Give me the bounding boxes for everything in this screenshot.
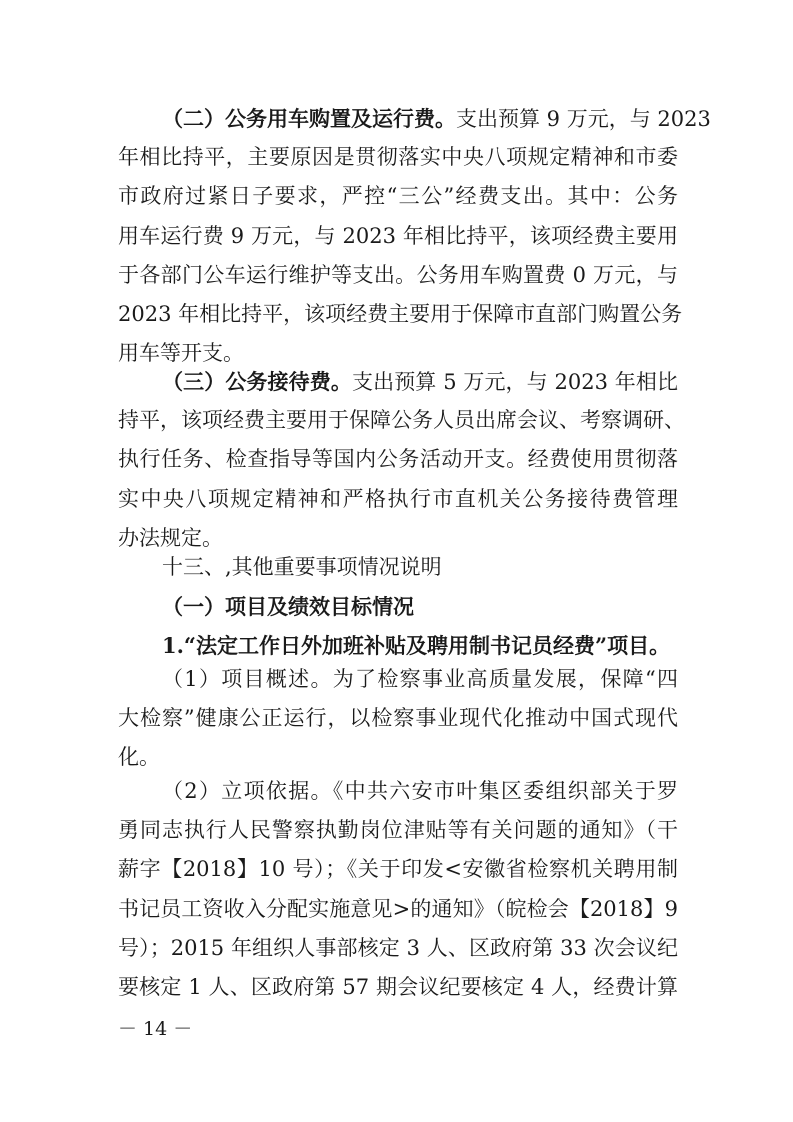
paragraph-line: （2）立项依据。《中共六安市叶集区委组织部关于罗 bbox=[162, 779, 678, 803]
section-13 bbox=[118, 548, 678, 666]
paragraph-line: （1）项目概述。为了检察事业高质量发展，保障“四 bbox=[162, 667, 678, 691]
paragraph-basis bbox=[118, 772, 678, 1007]
paragraph-line: 实中央八项规定精神和严格执行市直机关公务接待费管理 bbox=[118, 486, 678, 511]
paragraph-line: 要核定 1 人、区政府第 57 期会议纪要核定 4 人，经费计算 bbox=[118, 974, 678, 999]
section-heading: （二）公务用车购置及运行费。 bbox=[162, 106, 456, 131]
paragraph-line: 薪字【2018】10 号）；《关于印发<安徽省检察机关聘用制 bbox=[118, 857, 678, 882]
page-number: － 14 － bbox=[118, 1018, 193, 1040]
paragraph-vehicle-costs bbox=[118, 99, 711, 373]
paragraph-line: （二）公务用车购置及运行费。支出预算 9 万元，与 2023 bbox=[162, 106, 711, 131]
section-heading: （三）公务接待费。 bbox=[162, 369, 352, 394]
paragraph-line: 执行任务、检查指导等国内公务活动开支。经费使用贯彻落 bbox=[118, 447, 678, 472]
paragraph-overview bbox=[118, 660, 678, 778]
paragraph-line: 市政府过紧日子要求，严控“三公”经费支出。其中：公务 bbox=[118, 184, 678, 209]
paragraph-line: 持平，该项经费主要用于保障公务人员出席会议、考察调研、 bbox=[118, 408, 685, 433]
paragraph-line: （三）公务接待费。支出预算 5 万元，与 2023 年相比 bbox=[162, 369, 679, 394]
paragraph-line: 办法规定。 bbox=[118, 525, 223, 550]
section-title: 十三、,其他重要事项情况说明 bbox=[162, 555, 442, 579]
paragraph-line: 号）；2015 年组织人事部核定 3 人、区政府第 33 次会议纪 bbox=[118, 935, 678, 960]
paragraph-line: 年相比持平，主要原因是贯彻落实中央八项规定精神和市委 bbox=[118, 145, 678, 170]
paragraph-line: 用车等开支。 bbox=[118, 341, 244, 366]
paragraph-line: 勇同志执行人民警察执勤岗位津贴等有关问题的通知》（干 bbox=[118, 818, 678, 843]
paragraph-line: 2023 年相比持平，该项经费主要用于保障市直部门购置公务 bbox=[118, 301, 683, 326]
subsection-title: （一）项目及绩效目标情况 bbox=[162, 594, 414, 620]
paragraph-line: 用车运行费 9 万元，与 2023 年相比持平，该项经费主要用 bbox=[118, 223, 678, 248]
paragraph-line: 化。 bbox=[118, 745, 160, 770]
paragraph-line: 书记员工资收入分配实施意见>的通知》（皖检会【2018】9 bbox=[118, 896, 678, 921]
paragraph-line: 于各部门公车运行维护等支出。公务用车购置费 0 万元，与 bbox=[118, 262, 678, 287]
item-title: 1.“法定工作日外加班补贴及聘用制书记员经费”项目。 bbox=[162, 633, 671, 659]
paragraph-line: 大检察”健康公正运行，以检察事业现代化推动中国式现代 bbox=[118, 706, 678, 731]
paragraph-reception-costs bbox=[118, 362, 685, 558]
